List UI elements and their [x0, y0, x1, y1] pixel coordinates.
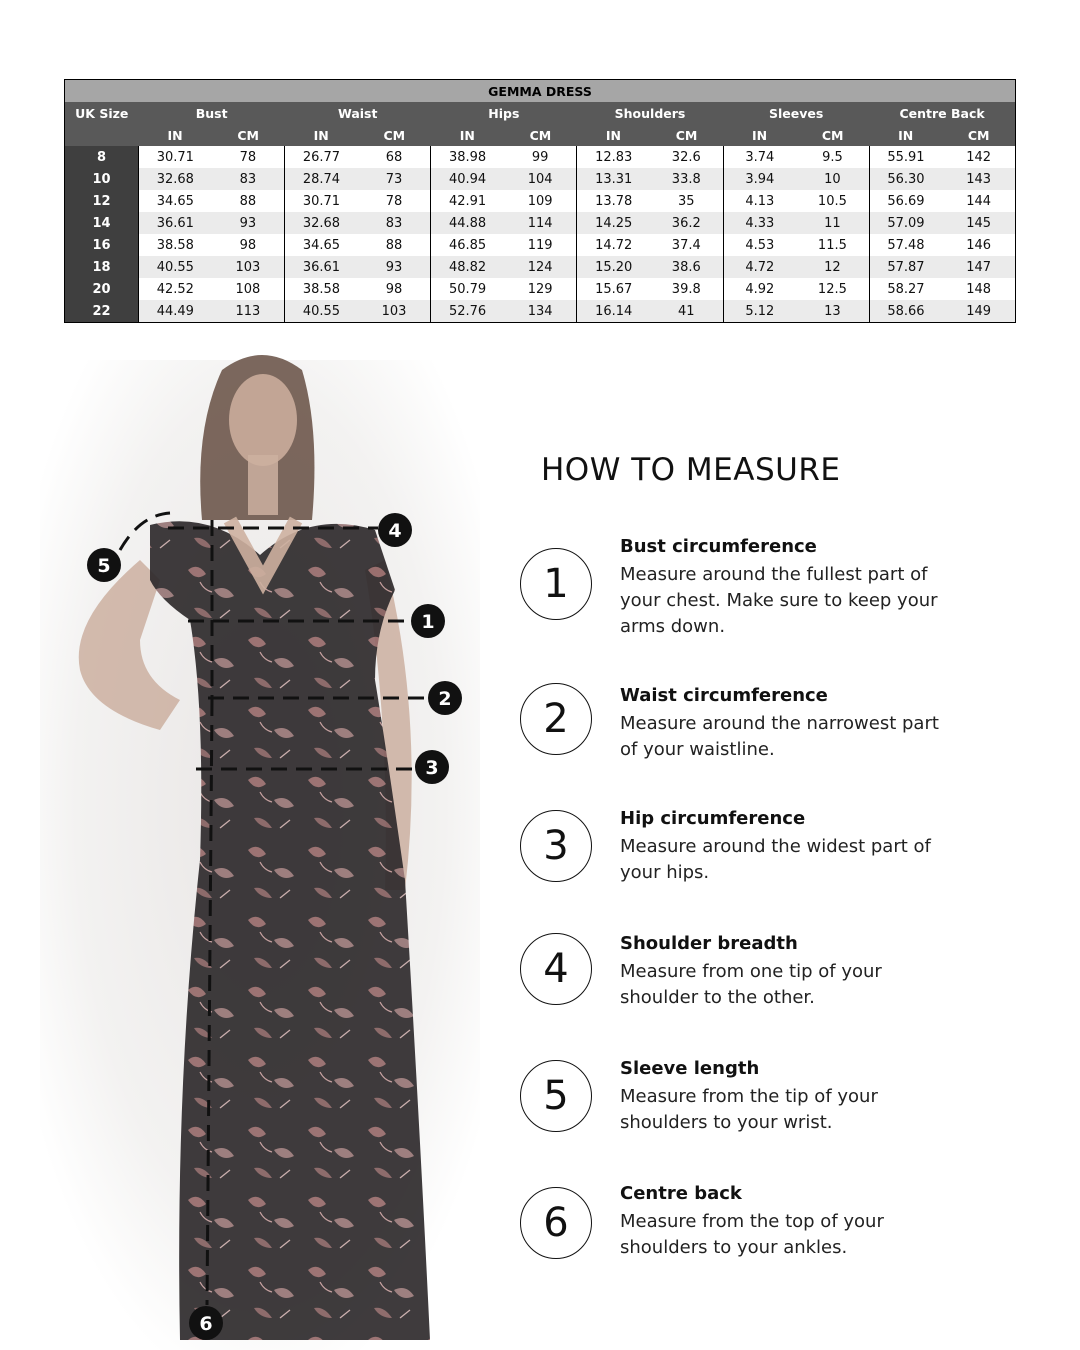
step-2-text: Measure around the narrowest part of your waistline.	[620, 713, 939, 760]
measurement-cell: 38.58	[139, 234, 212, 256]
step-3-heading: Hip circumference	[620, 808, 806, 829]
step-1-text: Measure around the fullest part of your chest. Make sure to keep your arms down.	[620, 564, 938, 637]
step-3-text: Measure around the widest part of your hips.	[620, 836, 931, 883]
measurement-cell: 114	[504, 212, 577, 234]
table-row	[65, 212, 1016, 234]
unit-cm: CM	[650, 124, 723, 146]
measurement-cell: 44.88	[431, 212, 504, 234]
unit-blank	[65, 124, 139, 146]
step-3-number-circle: 3	[520, 810, 592, 882]
measurement-cell: 4.72	[723, 256, 796, 278]
measurement-cell: 37.4	[650, 234, 723, 256]
measurement-cell: 119	[504, 234, 577, 256]
measurement-cell: 11.5	[796, 234, 869, 256]
marker-2-label: 2	[438, 688, 452, 710]
step-1-number-circle: 1	[520, 548, 592, 620]
measurement-cell: 103	[212, 256, 285, 278]
measurement-cell: 5.12	[723, 300, 796, 323]
measurement-cell: 26.77	[285, 146, 358, 168]
table-row	[65, 278, 1016, 300]
measurement-cell: 109	[504, 190, 577, 212]
measurement-cell: 34.65	[285, 234, 358, 256]
group-header-bust: Bust	[139, 102, 285, 124]
size-rows	[65, 146, 1016, 323]
marker-5-label: 5	[97, 555, 111, 577]
marker-5	[87, 548, 121, 582]
measurement-cell: 134	[504, 300, 577, 323]
measurement-cell: 4.53	[723, 234, 796, 256]
step-shoulders	[520, 933, 1060, 1033]
measurement-cell: 68	[358, 146, 431, 168]
table-row	[65, 300, 1016, 323]
measurement-cell: 36.61	[285, 256, 358, 278]
step-5-number-circle: 5	[520, 1060, 592, 1132]
measurement-cell: 14.25	[577, 212, 650, 234]
marker-4	[378, 513, 412, 547]
table-row	[65, 234, 1016, 256]
measurement-cell: 108	[212, 278, 285, 300]
measurement-cell: 28.74	[285, 168, 358, 190]
measurement-cell: 32.68	[285, 212, 358, 234]
measurement-cell: 57.87	[869, 256, 942, 278]
measurement-cell: 56.69	[869, 190, 942, 212]
size-cell: 20	[65, 278, 139, 300]
unit-in: IN	[869, 124, 942, 146]
table-title-row	[65, 80, 1016, 103]
measurement-cell: 4.92	[723, 278, 796, 300]
measurement-cell: 78	[358, 190, 431, 212]
unit-cm: CM	[212, 124, 285, 146]
measurement-cell: 36.61	[139, 212, 212, 234]
measurement-cell: 41	[650, 300, 723, 323]
marker-1-label: 1	[421, 611, 435, 633]
step-6-number-circle: 6	[520, 1187, 592, 1259]
unit-cm: CM	[504, 124, 577, 146]
measurement-cell: 104	[504, 168, 577, 190]
model-measurement-figure	[0, 330, 500, 1350]
marker-4-label: 4	[388, 520, 402, 542]
measurement-cell: 34.65	[139, 190, 212, 212]
size-cell: 10	[65, 168, 139, 190]
unit-in: IN	[431, 124, 504, 146]
measurement-cell: 9.5	[796, 146, 869, 168]
measurement-cell: 129	[504, 278, 577, 300]
measurement-cell: 147	[942, 256, 1015, 278]
measurement-cell: 50.79	[431, 278, 504, 300]
step-sleeves	[520, 1060, 1060, 1160]
step-6-text: Measure from the top of your shoulders to your ankles.	[620, 1211, 884, 1258]
measurement-cell: 3.94	[723, 168, 796, 190]
step-1-heading: Bust circumference	[620, 536, 817, 557]
step-2-heading: Waist circumference	[620, 685, 828, 706]
marker-3	[415, 750, 449, 784]
measurement-cell: 83	[358, 212, 431, 234]
size-cell: 8	[65, 146, 139, 168]
unit-in: IN	[139, 124, 212, 146]
measurement-cell: 3.74	[723, 146, 796, 168]
measurement-cell: 42.52	[139, 278, 212, 300]
measurement-cell: 10	[796, 168, 869, 190]
measurement-cell: 36.2	[650, 212, 723, 234]
unit-in: IN	[723, 124, 796, 146]
measurement-cell: 10.5	[796, 190, 869, 212]
measurement-cell: 12.83	[577, 146, 650, 168]
step-5-heading: Sleeve length	[620, 1058, 760, 1079]
measurement-cell: 44.49	[139, 300, 212, 323]
measurement-cell: 57.09	[869, 212, 942, 234]
group-header-sleeves: Sleeves	[723, 102, 869, 124]
measurement-cell: 46.85	[431, 234, 504, 256]
measurement-cell: 93	[358, 256, 431, 278]
measurement-cell: 103	[358, 300, 431, 323]
step-2-number-circle: 2	[520, 683, 592, 755]
measurement-cell: 35	[650, 190, 723, 212]
uk-size-header: UK Size	[65, 102, 139, 124]
measurement-cell: 58.27	[869, 278, 942, 300]
step-waist	[520, 683, 1060, 783]
measurement-cell: 32.6	[650, 146, 723, 168]
measurement-cell: 144	[942, 190, 1015, 212]
measurement-cell: 40.94	[431, 168, 504, 190]
measurement-cell: 99	[504, 146, 577, 168]
measurement-cell: 40.55	[139, 256, 212, 278]
measurement-cell: 15.20	[577, 256, 650, 278]
step-bust	[520, 536, 1060, 648]
measurement-cell: 11	[796, 212, 869, 234]
measure-group-row	[65, 102, 1016, 124]
group-header-shoulders: Shoulders	[577, 102, 723, 124]
measurement-cell: 4.33	[723, 212, 796, 234]
measurement-cell: 145	[942, 212, 1015, 234]
measurement-cell: 30.71	[139, 146, 212, 168]
size-cell: 18	[65, 256, 139, 278]
marker-6-label: 6	[199, 1313, 213, 1335]
measurement-cell: 56.30	[869, 168, 942, 190]
measurement-cell: 32.68	[139, 168, 212, 190]
step-centre-back	[520, 1183, 1060, 1287]
size-cell: 16	[65, 234, 139, 256]
measurement-cell: 55.91	[869, 146, 942, 168]
marker-6	[189, 1306, 223, 1340]
face-shape	[229, 374, 297, 466]
measurement-cell: 12.5	[796, 278, 869, 300]
measurement-cell: 88	[212, 190, 285, 212]
neck-shape	[248, 455, 278, 515]
measurement-cell: 93	[212, 212, 285, 234]
measurement-cell: 38.6	[650, 256, 723, 278]
group-header-waist: Waist	[285, 102, 431, 124]
step-6-heading: Centre back	[620, 1183, 742, 1204]
measurement-cell: 146	[942, 234, 1015, 256]
measurement-cell: 42.91	[431, 190, 504, 212]
measurement-cell: 149	[942, 300, 1015, 323]
measurement-cell: 48.82	[431, 256, 504, 278]
measurement-cell: 98	[212, 234, 285, 256]
measurement-cell: 98	[358, 278, 431, 300]
table-title: GEMMA DRESS	[65, 80, 1016, 103]
measurement-cell: 15.67	[577, 278, 650, 300]
marker-3-label: 3	[425, 757, 439, 779]
table-row	[65, 256, 1016, 278]
step-4-heading: Shoulder breadth	[620, 933, 798, 954]
step-hips	[520, 810, 1060, 910]
size-cell: 12	[65, 190, 139, 212]
measurement-cell: 16.14	[577, 300, 650, 323]
group-header-hips: Hips	[431, 102, 577, 124]
measurement-cell: 30.71	[285, 190, 358, 212]
table-row	[65, 190, 1016, 212]
how-to-measure-title: HOW TO MEASURE	[541, 452, 841, 488]
measurement-cell: 4.13	[723, 190, 796, 212]
measurement-cell: 13	[796, 300, 869, 323]
measurement-cell: 88	[358, 234, 431, 256]
measurement-cell: 38.58	[285, 278, 358, 300]
measurement-cell: 83	[212, 168, 285, 190]
table-row	[65, 146, 1016, 168]
measurement-cell: 14.72	[577, 234, 650, 256]
step-4-number-circle: 4	[520, 933, 592, 1005]
measurement-cell: 52.76	[431, 300, 504, 323]
size-cell: 14	[65, 212, 139, 234]
unit-in: IN	[577, 124, 650, 146]
step-4-text: Measure from one tip of your shoulder to the other.	[620, 961, 882, 1008]
table-row	[65, 168, 1016, 190]
measurement-cell: 142	[942, 146, 1015, 168]
measurement-cell: 113	[212, 300, 285, 323]
measurement-cell: 57.48	[869, 234, 942, 256]
measurement-cell: 143	[942, 168, 1015, 190]
marker-2	[428, 681, 462, 715]
measurement-cell: 78	[212, 146, 285, 168]
group-header-centre-back: Centre Back	[869, 102, 1015, 124]
measurement-cell: 38.98	[431, 146, 504, 168]
size-cell: 22	[65, 300, 139, 323]
step-5-text: Measure from the tip of your shoulders to your wrist.	[620, 1086, 878, 1133]
unit-row	[65, 124, 1016, 146]
unit-cm: CM	[942, 124, 1015, 146]
measurement-cell: 58.66	[869, 300, 942, 323]
marker-1	[411, 604, 445, 638]
measurement-cell: 13.78	[577, 190, 650, 212]
measurement-cell: 73	[358, 168, 431, 190]
measurement-cell: 40.55	[285, 300, 358, 323]
measurement-cell: 13.31	[577, 168, 650, 190]
size-chart-table	[64, 79, 1016, 323]
measurement-cell: 39.8	[650, 278, 723, 300]
unit-cm: CM	[796, 124, 869, 146]
measurement-cell: 148	[942, 278, 1015, 300]
unit-in: IN	[285, 124, 358, 146]
measurement-cell: 124	[504, 256, 577, 278]
unit-cm: CM	[358, 124, 431, 146]
measurement-cell: 12	[796, 256, 869, 278]
measurement-cell: 33.8	[650, 168, 723, 190]
